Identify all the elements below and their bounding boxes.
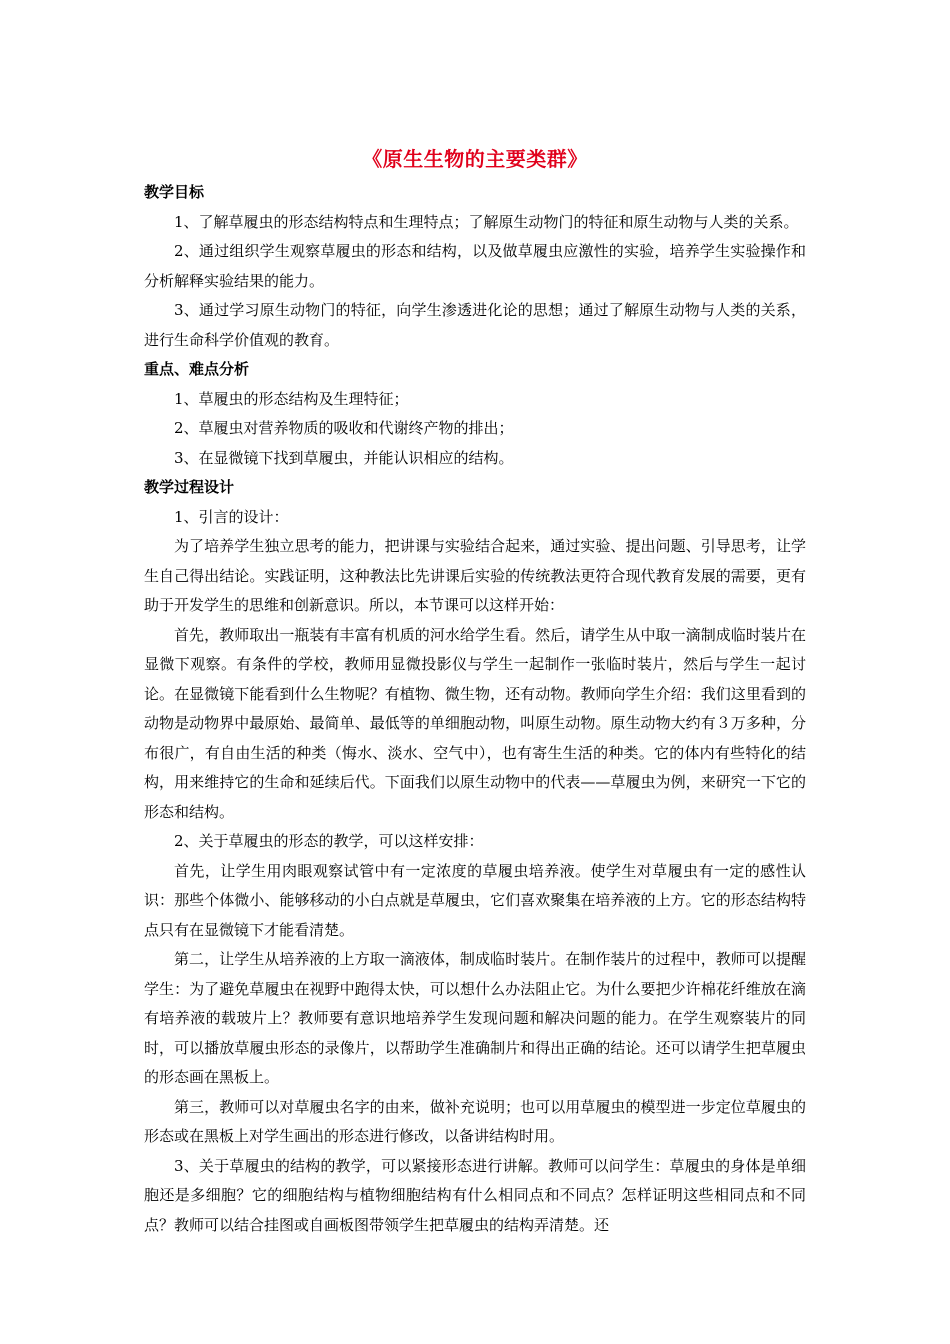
paragraph: 1、草履虫的形态结构及生理特征； — [174, 389, 409, 408]
document-title: 《原生生物的主要类群》 — [362, 147, 588, 171]
section-key-points — [144, 355, 806, 473]
paragraph: 首先，让学生用肉眼观察试管中有一定浓度的草履虫培养液。使学生对草履虫有一定的感性认识：那些个体微小、能够移动的小白点就是草履虫，它们喜欢聚集在培养液的上方。它的形态结构特点只有在显微镜下才能看清楚。 — [144, 861, 806, 939]
paragraph: 3、关于草履虫的结构的教学，可以紧接形态进行讲解。教师可以问学生：草履虫的身体是单细胞还是多细胞？它的细胞结构与植物细胞结构有什么相同点和不同点？怎样证明这些相同点和不同点？教师可以结合挂图或自画板图带领学生把草履虫的结构弄清楚。还 — [144, 1156, 806, 1234]
paragraph: 1、引言的设计： — [174, 507, 289, 526]
paragraph: 首先，教师取出一瓶装有丰富有机质的河水给学生看。然后，请学生从中取一滴制成临时装片在显微下观察。有条件的学校，教师用显微投影仪与学生一起制作一张临时装片，然后与学生一起讨论。在显微镜下能看到什么生物呢？有植物、微生物，还有动物。教师向学生介绍：我们这里看到的动物是动物界中最原始、最简单、最低等的单细胞动物，叫原生动物。原生动物大约有３万多种，分布很广，有自由生活的种类（悔水、淡水、空气中），也有寄生生活的种类。它的体内有些特化的结构，用来维持它的生命和延续后代。下面我们以原生动物中的代表——草履虫为例，来研究一下它的形态和结构。 — [144, 625, 806, 821]
paragraph: 3、通过学习原生动物门的特征，向学生渗透进化论的思想；通过了解原生动物与人类的关系，进行生命科学价值观的教育。 — [144, 301, 806, 349]
section-heading-key-points: 重点、难点分析 — [144, 360, 250, 378]
section-objectives — [144, 178, 806, 355]
paragraph: 2、关于草履虫的形态的教学，可以这样安排： — [174, 832, 484, 850]
paragraph: 1、了解草履虫的形态结构特点和生理特点；了解原生动物门的特征和原生动物与人类的关系。 — [174, 212, 799, 231]
section-heading-objectives: 教学目标 — [144, 183, 205, 201]
section-heading-process: 教学过程设计 — [144, 478, 235, 496]
paragraph: 第二，让学生从培养液的上方取一滴液体，制成临时装片。在制作装片的过程中，教师可以提醒学生：为了避免草履虫在视野中跑得太快，可以想什么办法阻止它。为什么要把少许棉花纤维放在滴有培养液的载玻片上？教师要有意识地培养学生发现问题和解决问题的能力。在学生观察装片的同时，可以播放草履虫形态的录像片，以帮助学生准确制片和得出正确的结论。还可以请学生把草履虫的形态画在黑板上。 — [144, 950, 806, 1086]
paragraph: 2、草履虫对营养物质的吸收和代谢终产物的排出； — [174, 419, 514, 437]
paragraph: 为了培养学生独立思考的能力，把讲课与实验结合起来，通过实验、提出问题、引导思考，让学生自己得出结论。实践证明，这种教法比先讲课后实验的传统教法更符合现代教育发展的需要，更有助于开发学生的思维和创新意识。所以，本节课可以这样开始： — [144, 537, 806, 614]
paragraph: 3、在显微镜下找到草履虫，并能认识相应的结构。 — [174, 448, 514, 467]
paragraph: 第三，教师可以对草履虫名字的由来，做补充说明；也可以用草履虫的模型进一步定位草履虫的形态或在黑板上对学生画出的形态进行修改，以备讲结构时用。 — [144, 1097, 806, 1145]
paragraph: 2、通过组织学生观察草履虫的形态和结构，以及做草履虫应激性的实验，培养学生实验操作和分析解释实验结果的能力。 — [144, 242, 806, 290]
section-process — [144, 473, 806, 1240]
document-body — [144, 178, 806, 1240]
